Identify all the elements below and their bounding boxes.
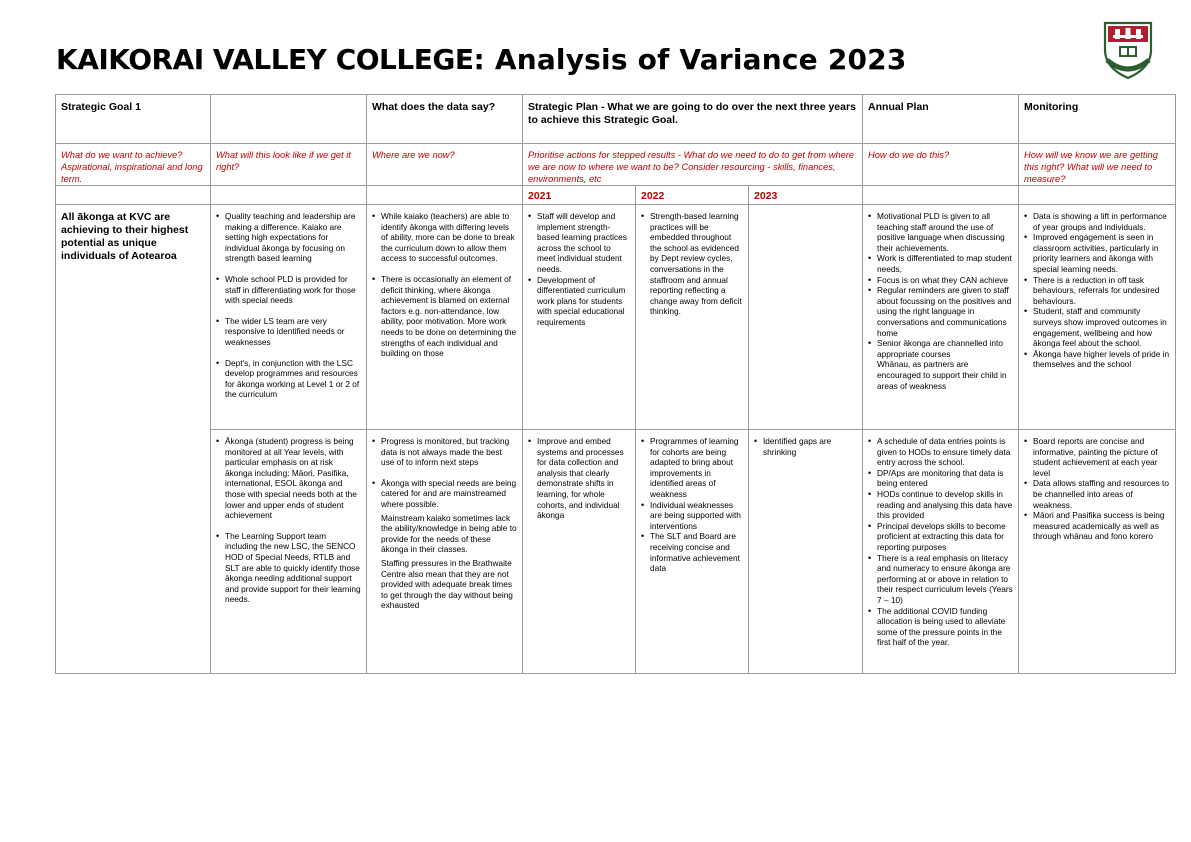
- row1-monitoring: [1019, 205, 1176, 430]
- goal-statement: All ākonga at KVC are achieving to their highest potential as unique individuals of Aotearoa: [56, 205, 211, 674]
- subheader-goal: What do we want to achieve? Aspirational, inspirational and long term.: [56, 144, 211, 186]
- row1-look-like: [211, 205, 367, 430]
- row1-2022: [636, 205, 749, 430]
- row1-annual: [863, 205, 1019, 430]
- header-strategic-plan: Strategic Plan - What we are going to do over the next three years to achieve this Strategic Goal.: [523, 95, 863, 144]
- bullet-item: • DP/Aps are monitoring that data is being entered: [868, 468, 1013, 489]
- row1-2021: [523, 205, 636, 430]
- bullet-item: • A schedule of data entries points is given to HODs to ensure timely data entry across the school.: [868, 436, 1013, 468]
- analysis-table: [55, 94, 1176, 674]
- bullet-item: • Focus is on what they CAN achieve: [868, 275, 1013, 286]
- subheader-measure: How will we know we are getting this right? What will we need to measure?: [1019, 144, 1176, 186]
- bullet-item: • Quality teaching and leadership are making a difference. Kaiako are setting high expectations for individual ākonga by focusing on strength based learning: [216, 211, 361, 264]
- bullet-item: • There is occasionally an element of deficit thinking, where ākonga achievement is blamed on external factors e.g. non-attendance, low ability, poor motivation. More work needs to be done on determining the strengths of each individual and building on those: [372, 274, 517, 359]
- row2-data: [367, 430, 523, 674]
- bullet-item: • Whole school PLD is provided for staff in differentiating work for those with special needs: [216, 274, 361, 306]
- bullet-item: • The Learning Support team including the new LSC, the SENCO HOD of Special Needs, RTLB and SLT are able to quickly identify those ākonga needing additional support and provide support for their learning needs.: [216, 531, 361, 605]
- page-title: [56, 42, 907, 78]
- bullet-item: • Ākonga have higher levels of pride in themselves and the school: [1024, 349, 1170, 370]
- row1-2023: [749, 205, 863, 430]
- school-name: KAIKORAI VALLEY COLLEGE: [56, 43, 474, 76]
- document-title: Analysis of Variance 2023: [484, 43, 907, 76]
- title-colon: :: [473, 43, 485, 76]
- bullet-item: • Ākonga with special needs are being catered for and are mainstreamed where possible.: [372, 478, 517, 510]
- header-row: [56, 95, 1176, 144]
- subheader-where-now: Where are we now?: [367, 144, 523, 186]
- bullet-item: • While kaiako (teachers) are able to identify ākonga with differing levels of ability, more can be done to break the curriculum down to allow them access to successful outcomes.: [372, 211, 517, 264]
- year-2023: 2023: [749, 186, 863, 205]
- header-data: What does the data say?: [367, 95, 523, 144]
- annual-whanau-note: Whānau, as partners are encouraged to support their child in areas of weakness: [877, 359, 1007, 391]
- bullet-item: • Improved engagement is seen in classroom activities, particularly in priority learners and ākonga with special learning needs.: [1024, 232, 1170, 274]
- row2-look-like: [211, 430, 367, 674]
- bullet-item: • Work is differentiated to map student needs,: [868, 253, 1013, 274]
- row1-data: [367, 205, 523, 430]
- bullet-item: • Senior ākonga are channelled into appropriate courses: [868, 338, 1013, 359]
- bullet-item: • Data allows staffing and resources to be channelled into areas of weakness.: [1024, 478, 1170, 510]
- year-2022: 2022: [636, 186, 749, 205]
- bullet-item: • The SLT and Board are receiving concise and informative achievement data: [641, 531, 743, 573]
- header-monitoring: Monitoring: [1019, 95, 1176, 144]
- header-annual-plan: Annual Plan: [863, 95, 1019, 144]
- goal-row-2: [56, 430, 1176, 674]
- goal-row-1: [56, 205, 1176, 430]
- bullet-item: • Improve and embed systems and processes for data collection and analysis that clearly demonstrate shifts in learning, for whole cohorts, and individual ākonga: [528, 436, 630, 521]
- bullet-item: • Regular reminders are given to staff about focussing on the positives and using the right language in conversations and communications home: [868, 285, 1013, 338]
- bullet-item: • Individual weaknesses are being supported with interventions: [641, 500, 743, 532]
- row2-2021: [523, 430, 636, 674]
- header-strategic-goal: Strategic Goal 1: [56, 95, 211, 144]
- subheader-row: [56, 144, 1176, 186]
- school-crest-logo: [1101, 20, 1155, 82]
- bullet-item: • HODs continue to develop skills in reading and analysing this data have this provided: [868, 489, 1013, 521]
- bullet-item: • Motivational PLD is given to all teaching staff around the use of positive language when discussing their achievements.: [868, 211, 1013, 253]
- subheader-how: How do we do this?: [863, 144, 1019, 186]
- bullet-item: • The additional COVID funding allocation is being used to alleviate some of the pressure points in the first half of the year.: [868, 606, 1013, 648]
- bullet-item: • Māori and Pasifika success is being measured academically as well as through whānau and fono korero: [1024, 510, 1170, 542]
- bullet-item: • Data is showing a lift in performance of year groups and individuals.: [1024, 211, 1170, 232]
- row2-annual: [863, 430, 1019, 674]
- bullet-item: • Dept's, in conjunction with the LSC develop programmes and resources for ākonga working at Level 1 or 2 of the curriculum: [216, 358, 361, 400]
- bullet-item: • Progress is monitored, but tracking data is not always made the best use of to inform next steps: [372, 436, 517, 468]
- bullet-item: • There is a reduction in off task behaviours, referrals for undesired behaviours.: [1024, 275, 1170, 307]
- row2-2022: [636, 430, 749, 674]
- bullet-item: • Principal develops skills to become proficient at extracting this data for reporting purposes: [868, 521, 1013, 553]
- data-note-1: Mainstream kaiako sometimes lack the ability/knowledge in being able to provide for the needs of these ākonga in their classes.: [381, 512, 517, 555]
- subheader-look-like: What will this look like if we get it right?: [211, 144, 367, 186]
- bullet-item: • Staff will develop and implement strength-based learning practices across the school to meet individual student needs.: [528, 211, 630, 275]
- bullet-item: • Student, staff and community surveys show improved outcomes in engagement, wellbeing and how ākonga feel about the school.: [1024, 306, 1170, 348]
- year-row: [56, 186, 1176, 205]
- header-blank: [211, 95, 367, 144]
- bullet-item: • Identified gaps are shrinking: [754, 436, 857, 457]
- bullet-item: • There is a real emphasis on literacy and numeracy to ensure ākonga are performing at or above in relation to their respect curriculum levels (Years 7 – 10): [868, 553, 1013, 606]
- bullet-item: • Development of differentiated curriculum work plans for students with special educational requirements: [528, 275, 630, 328]
- row2-monitoring: [1019, 430, 1176, 674]
- bullet-item: • The wider LS team are very responsive to identified needs or weaknesses: [216, 316, 361, 348]
- bullet-item: • Strength-based learning practices will be embedded throughout the school as evidenced by Dept review cycles, conversations in the staffroom and annual reporting reflecting a change away from deficit thinking.: [641, 211, 743, 317]
- data-note-2: Staffing pressures in the Brathwaite Centre also mean that they are not provided with adequate break times to get through the day without being exhausted: [381, 557, 513, 611]
- bullet-item: • Programmes of learning for cohorts are being adapted to bring about improvements in identified areas of weakness: [641, 436, 743, 500]
- year-2021: 2021: [523, 186, 636, 205]
- bullet-item: • Board reports are concise and informative, painting the picture of student achievement at each year level: [1024, 436, 1170, 478]
- row2-2023: [749, 430, 863, 674]
- bullet-item: • Ākonga (student) progress is being monitored at all Year levels, with particular emphasis on at risk ākonga including: Māori, Pasifika, international, ESOL ākonga and those with special needs both at the lower and upper ends of student achievement: [216, 436, 361, 521]
- subheader-prioritise: Prioritise actions for stepped results - What do we need to do to get from where we are now to where we want to be? Consider resourcing - skills, finances, environments, etc: [523, 144, 863, 186]
